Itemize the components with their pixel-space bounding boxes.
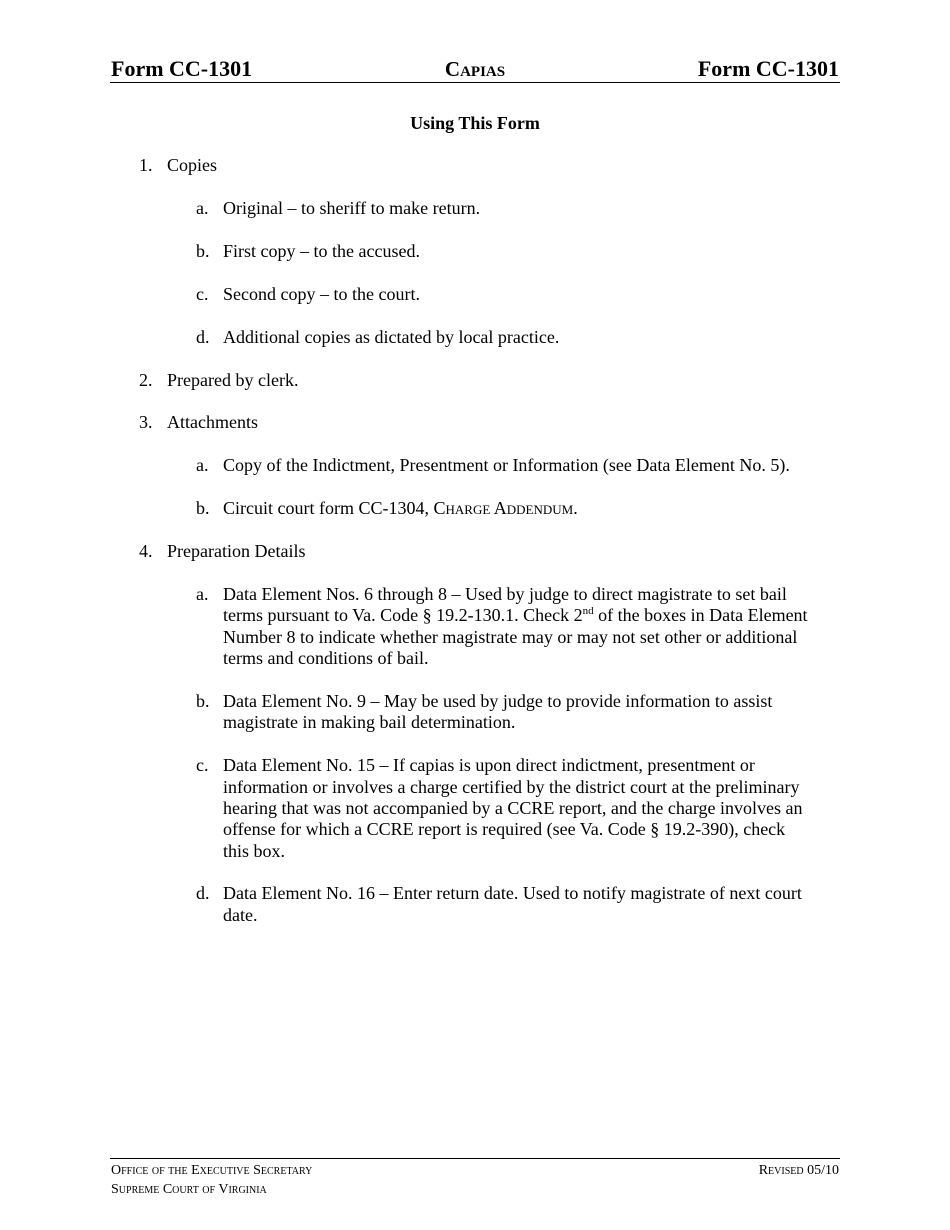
item-line: Data Element No. 15 – If capias is upon direct indictment, presentment or (223, 755, 755, 775)
item-line: Data Element No. 9 – May be used by judge to provide information to assist (223, 691, 773, 711)
footer-office (111, 1161, 312, 1199)
item-line: offense for which a CCRE report is required (see Va. Code § 19.2-390), check (223, 819, 786, 839)
item-letter: d. (196, 327, 210, 347)
footer-revision: Revised 05/10 (758, 1163, 839, 1178)
section-number: 4. (139, 541, 153, 561)
item-line: information or involves a charge certified by the district court at the preliminary (223, 777, 800, 797)
section-label: Copies (167, 155, 218, 175)
item-letter: c. (196, 755, 209, 775)
item-letter: b. (196, 498, 210, 518)
item-line: this box. (223, 841, 286, 861)
item-letter: a. (196, 455, 209, 475)
section-number: 2. (139, 370, 153, 390)
item-text: Copy of the Indictment, Presentment or Information (see Data Element No. 5). (223, 455, 790, 475)
page-footer (110, 1158, 840, 1197)
header-form-number-right: Form CC-1301 (697, 56, 839, 81)
form-name-smallcaps: Charge Addendum (433, 498, 574, 518)
header-form-title: Capias (444, 57, 506, 81)
item-letter: b. (196, 691, 210, 711)
item-letter: a. (196, 584, 209, 604)
item-line-part: terms pursuant to Va. Code § 19.2-130.1. Check 2 (223, 605, 583, 625)
item-letter: d. (196, 883, 210, 903)
ordinal-superscript: nd (582, 605, 594, 617)
item-line (223, 605, 808, 626)
item-line: terms and conditions of bail. (223, 648, 429, 668)
page-header (110, 56, 840, 83)
section-label: Preparation Details (167, 541, 306, 561)
item-line: hearing that was not accompanied by a CCRE report, and the charge involves an (223, 798, 803, 818)
item-letter: c. (196, 284, 209, 304)
item-text: Additional copies as dictated by local practice. (223, 327, 560, 347)
item-line: Data Element Nos. 6 through 8 – Used by judge to direct magistrate to set bail (223, 584, 787, 604)
footer-office-line2: Supreme Court of Virginia (111, 1182, 267, 1197)
item-text (223, 498, 578, 519)
item-text: Original – to sheriff to make return. (223, 198, 481, 218)
section-number: 1. (139, 155, 153, 175)
page-title: Using This Form (410, 113, 540, 133)
footer-office-line1: Office of the Executive Secretary (111, 1163, 313, 1178)
item-line-part: of the boxes in Data Element (593, 605, 808, 625)
section-label: Attachments (167, 412, 258, 432)
header-form-number-left: Form CC-1301 (111, 56, 253, 81)
item-letter: b. (196, 241, 210, 261)
item-letter: a. (196, 198, 209, 218)
item-line: magistrate in making bail determination. (223, 712, 516, 732)
item-text-prefix: Circuit court form CC-1304, (223, 498, 434, 518)
section-number: 3. (139, 412, 153, 432)
section-label: Prepared by clerk. (167, 370, 299, 390)
item-line: Number 8 to indicate whether magistrate may or may not set other or additional (223, 627, 798, 647)
item-line: date. (223, 905, 258, 925)
item-text: Second copy – to the court. (223, 284, 420, 304)
item-line: Data Element No. 16 – Enter return date. Used to notify magistrate of next court (223, 883, 802, 903)
item-text: First copy – to the accused. (223, 241, 420, 261)
item-text-suffix: . (573, 498, 578, 518)
